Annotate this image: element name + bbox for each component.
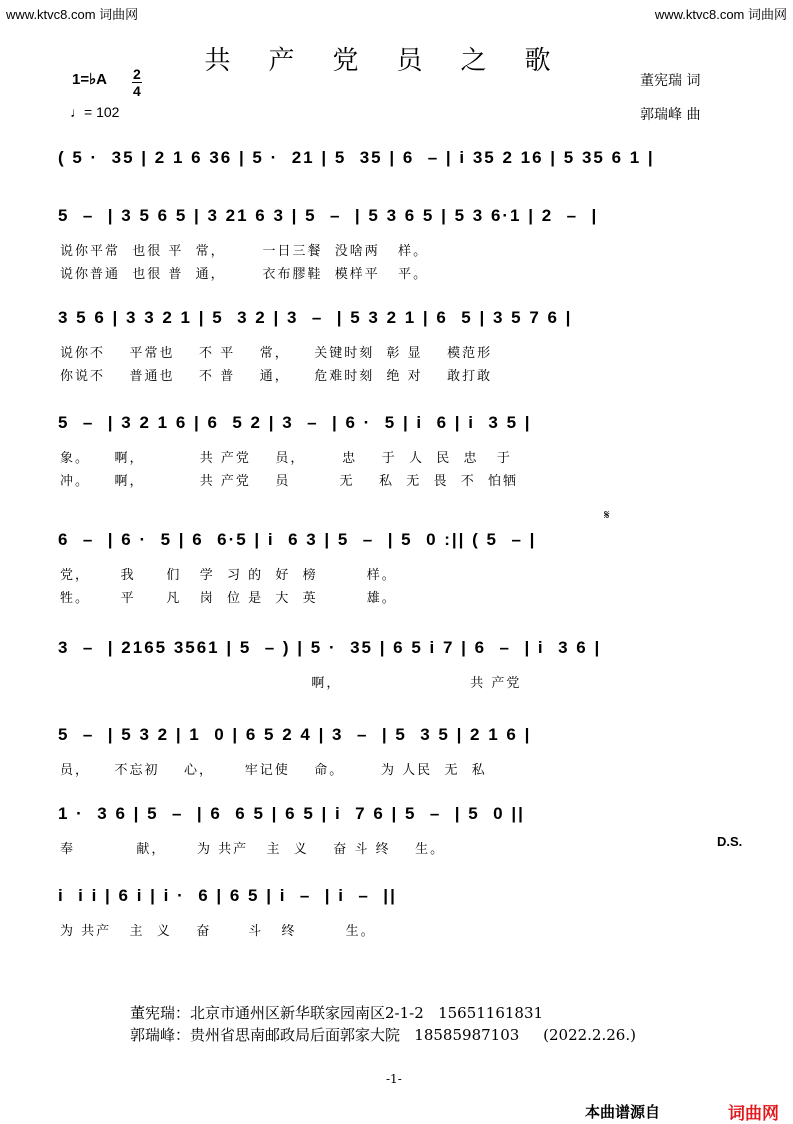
notation-line-5: 6 – | 6 · 5 | 6 6·5 | i 6 3 | 5 – | 5 0 :|| ( 5 – |	[58, 530, 537, 549]
page-number: -1-	[386, 1072, 402, 1086]
source-logo: 词曲网	[728, 1104, 779, 1124]
watermark-left: www.ktvc8.com 词曲网	[6, 7, 139, 22]
notation-line-2: 5 – | 3 5 6 5 | 3 21 6 3 | 5 – | 5 3 6 5 | 5 3 6·1 | 2 – |	[58, 206, 599, 225]
lyric-line-3-2: 你说不 普通也 不 普 通， 危难时刻 绝 对 敢打敢	[60, 369, 493, 384]
notation-line-1: ( 5 · 35 | 2 1 6 36 | 5 · 21 | 5 35 | 6 – | i 35 2 16 | 5 35 6 1 |	[58, 148, 655, 167]
key-signature: 1=♭A	[72, 71, 108, 88]
time-bottom: 4	[133, 83, 141, 99]
time-signature	[132, 66, 142, 99]
composer-credit: 郭瑞峰 曲	[640, 107, 701, 123]
tempo-mark: ♩= 102	[70, 104, 120, 120]
lyric-line-2-2: 说你普通 也很 普 通， 衣布膠鞋 模样平 平。	[60, 267, 429, 282]
notation-line-6: 3 – | 2165 3561 | 5 – ) | 5 · 35 | 6 5 i 7 | 6 – | i 3 6 |	[58, 638, 602, 657]
notation-line-4: 5 – | 3 2 1 6 | 6 5 2 | 3 – | 6 · 5 | i 6 | i 3 5 |	[58, 413, 532, 432]
footer-line-lyricist: 董宪瑞：北京市通州区新华联家园南区2-1-2 15651161831	[130, 1004, 544, 1022]
lyric-line-4-1: 象。 啊， 共 产党 员， 忠 于 人 民 忠 于	[60, 451, 512, 466]
lyric-line-4-2: 冲。 啊， 共 产党 员 无 私 无 畏 不 怕牺	[60, 474, 519, 489]
lyric-line-9-1: 为 共产 主 义 奋 斗 终 生。	[60, 924, 376, 939]
time-top: 2	[133, 66, 141, 82]
lyric-line-8-1: 奉 献， 为 共产 主 义 奋 斗 终 生。	[60, 842, 446, 857]
notation-line-7: 5 – | 5 3 2 | 1 0 | 6 5 2 4 | 3 – | 5 3 5 | 2 1 6 |	[58, 725, 532, 744]
lyricist-credit: 董宪瑞 词	[640, 73, 701, 89]
notation-line-3: 3 5 6 | 3 3 2 1 | 5 3 2 | 3 – | 5 3 2 1 | 6 5 | 3 5 7 6 |	[58, 308, 573, 327]
lyric-line-3-1: 说你不 平常也 不 平 常， 关键时刻 彰 显 模范形	[60, 346, 493, 361]
notation-line-8: 1 · 3 6 | 5 – | 6 6 5 | 6 5 | i 7 6 | 5 – | 5 0 ||	[58, 804, 525, 823]
ds-mark: D.S.	[717, 834, 743, 849]
lyric-line-7-1: 员， 不忘初 心， 牢记使 命。 为 人民 无 私	[60, 763, 487, 778]
source-label: 本曲谱源自	[585, 1103, 661, 1121]
lyric-line-5-2: 牲。 平 凡 岗 位 是 大 英 雄。	[60, 591, 397, 606]
notation-line-9: i i i | 6 i | i · 6 | 6 5 | i – | i – ||	[58, 886, 397, 905]
song-title: 共产党员之歌	[204, 46, 589, 76]
segno-mark: 𝄋	[604, 508, 610, 523]
lyric-line-6-1: 啊， 共 产党	[60, 676, 522, 691]
watermark-right: www.ktvc8.com 词曲网	[654, 7, 787, 22]
lyric-line-2-1: 说你平常 也很 平 常， 一日三餐 没啥两 样。	[60, 244, 429, 259]
lyric-line-5-1: 党， 我 们 学 习 的 好 榜 样。	[60, 568, 397, 583]
footer-line-composer: 郭瑞峰：贵州省思南邮政局后面郭家大院 18585987103 (2022.2.26.)	[130, 1026, 636, 1044]
